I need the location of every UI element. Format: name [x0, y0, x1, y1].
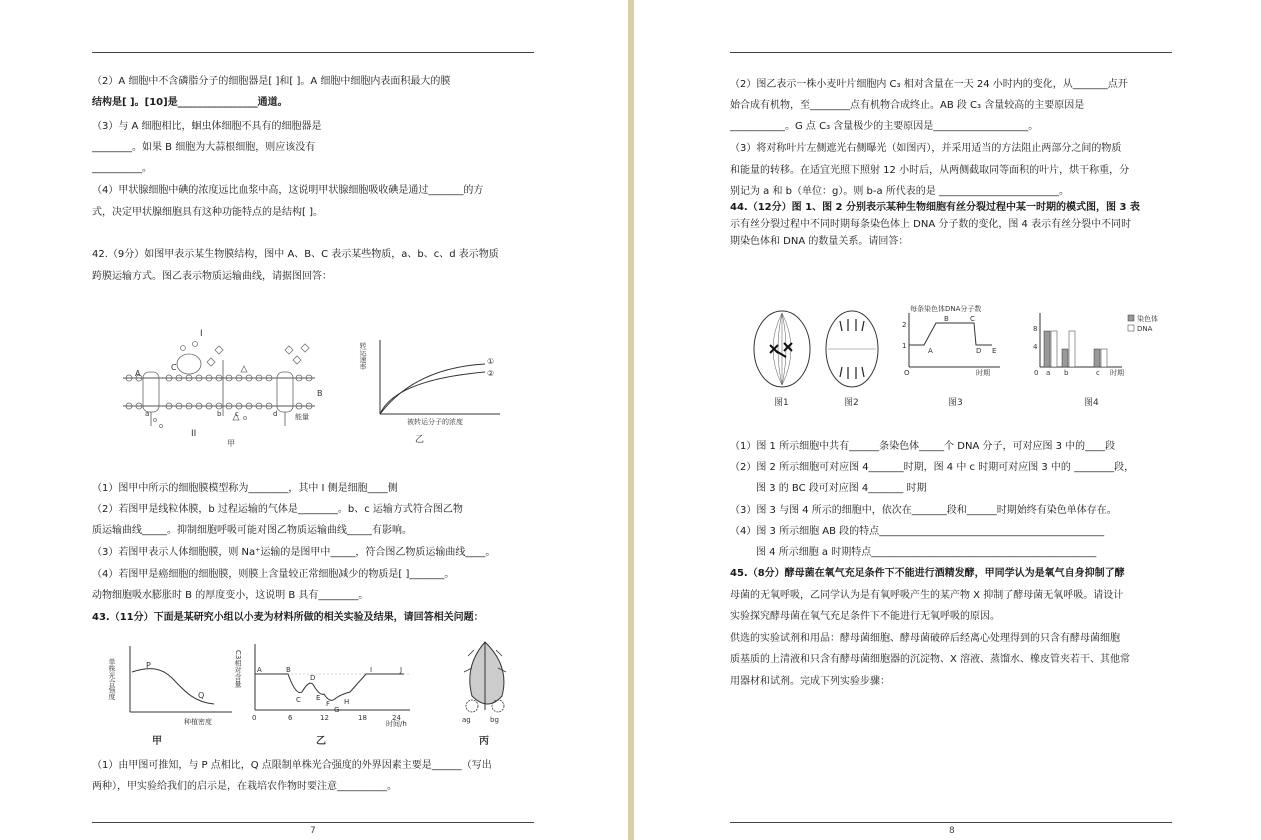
footer-rule — [730, 822, 1172, 823]
curve-2-label: ② — [487, 369, 495, 378]
label-ag: ag — [462, 716, 471, 724]
text-line: （4）图 3 所示细胞 AB 段的特点_____________________________________________ — [730, 526, 1105, 537]
point-c: C — [296, 696, 301, 704]
text-line: （3）图 3 与图 4 所示的细胞中，依次在_______段和______时期始终有染色单体存在。 — [730, 505, 1117, 516]
label-a-upper: A — [135, 369, 141, 378]
text-line: ___________。G 点 C₃ 含量极少的主要原因是___________________。 — [730, 121, 1039, 132]
text-line: （2）A 细胞中不含磷脂分子的细胞器是[ ]和[ ]。A 细胞中细胞内表面积最大的膜 — [92, 76, 451, 87]
right-page — [634, 0, 1261, 840]
fig4-origin: 0 — [1034, 369, 1039, 377]
text-line: 母菌的无氧呼吸，乙同学认为是有氧呼吸产生的某产物 X 抑制了酵母菌无氧呼吸。请设计 — [730, 590, 1124, 601]
point-p: P — [146, 661, 151, 670]
fig1-cell — [754, 311, 810, 408]
text-line: 45.（8分）酵母菌在氧气充足条件下不能进行酒精发酵，甲同学认为是氧气自身抑制了酵 — [730, 568, 1125, 579]
point-j: J — [400, 666, 403, 674]
figure-43 — [110, 636, 530, 750]
text-line: 用器材和试剂。完成下列实验步骤： — [730, 676, 890, 687]
label-b-lower: b — [217, 410, 222, 418]
tick-0: 0 — [252, 714, 257, 722]
fig4-x-label: 时期 — [1110, 369, 1124, 377]
footer-rule — [92, 822, 534, 823]
tick-24: 24 — [392, 714, 401, 722]
yi-x-label: 被转运分子的浓度 — [407, 418, 463, 426]
fig3-chart — [902, 304, 1000, 408]
legend-chrom: 染色体 — [1137, 315, 1158, 323]
legend-chrom-swatch — [1128, 315, 1134, 321]
density-y-label: 单株光合强度 — [108, 658, 116, 700]
text-line: 结构是[ ]。[10]是________________通道。 — [92, 97, 288, 108]
c3-y-label: C3相对含量 — [234, 650, 242, 688]
fig3-label: 图3 — [948, 398, 963, 408]
label-c-upper: C — [171, 363, 177, 372]
page-number: 8 — [949, 826, 955, 836]
text-line: （3）与 A 细胞相比，蛔虫体细胞不具有的细胞器是 — [92, 121, 322, 132]
label-side-i: I — [200, 329, 203, 339]
label-side-ii: II — [191, 429, 197, 439]
label-d-lower: d — [273, 410, 278, 418]
membrane-diagram — [123, 329, 323, 448]
curve-1-label: ① — [487, 357, 495, 366]
text-line: 示有丝分裂过程中不同时期每条染色体上 DNA 分子数的变化，图 4 表示有丝分裂中不同时 — [730, 219, 1132, 230]
left-page — [0, 0, 628, 840]
text-line: （2）若图甲是线粒体膜，b 过程运输的气体是________。b、c 运输方式符合图乙物 — [92, 504, 463, 515]
fig3-point-b: B — [944, 315, 949, 323]
text-line: 别记为 a 和 b（单位：g）。则 b-a 所代表的是 ________________________。 — [730, 186, 1069, 197]
text-line: （3）将对称叶片左侧遮光右侧曝光（如图丙），并采用适当的方法阻止两部分之间的物质 — [730, 143, 1122, 154]
text-line: 始合成有机物，至________点有机物合成终止。AB 段 C₃ 含量较高的主要原因是 — [730, 100, 1085, 111]
tick-12: 12 — [320, 714, 329, 722]
point-a: A — [257, 666, 262, 674]
label-jia: 甲 — [152, 736, 162, 747]
text-line: 式，决定甲状腺细胞具有这种功能特点的是结构[ ]。 — [92, 207, 323, 218]
fig4-bar-dna-c — [1101, 349, 1107, 367]
fig4-bar-chrom-a — [1044, 331, 1050, 367]
density-chart — [108, 646, 233, 747]
fig4-bar-dna-a — [1051, 331, 1057, 367]
label-bg: bg — [490, 716, 499, 724]
text-line: 44.（12分）图 1、图 2 分别表示某种生物细胞有丝分裂过程中某一时期的模式图，图 3 表 — [730, 202, 1140, 213]
text-line: （4）甲状腺细胞中碘的浓度远比血浆中高，这说明甲状腺细胞吸收碘是通过_______的方 — [92, 185, 484, 196]
point-d: D — [310, 674, 316, 682]
text-line: 43.（11分）下面是某研究小组以小麦为材料所做的相关实验及结果，请回答相关问题： — [92, 612, 484, 623]
label-yi: 乙 — [415, 435, 425, 445]
text-line: （3）若图甲表示人体细胞膜，则 Na⁺运输的是图甲中_____，符合图乙物质运输曲线____。 — [92, 547, 496, 558]
text-line: 质运输曲线_____。抑制细胞呼吸可能对图乙物质运输曲线_____有影响。 — [92, 525, 412, 536]
fig3-y-label: 每条染色体DNA分子数 — [910, 305, 982, 313]
fig4-cat-b: b — [1064, 369, 1069, 377]
fig4-bar-chrom-c — [1094, 349, 1100, 367]
text-line: （4）若图甲是癌细胞的细胞膜，则膜上含量较正常细胞减少的物质是[ ]_______。 — [92, 569, 455, 580]
text-line: 图 3 的 BC 段可对应图 4_______ 时期 — [756, 483, 927, 494]
fig3-y1: 1 — [902, 342, 907, 350]
text-line: （2）图乙表示一株小麦叶片细胞内 C₃ 相对含量在一天 24 小时内的变化，从_______点开 — [730, 79, 1128, 90]
text-line: （2）图 2 所示细胞可对应图 4_______时期，图 4 中 c 时期可对应图 3 中的 ________段， — [730, 462, 1135, 473]
fig3-point-e: E — [992, 347, 997, 355]
leaf-diagram — [462, 642, 506, 747]
point-g: G — [334, 706, 340, 714]
label-jia: 甲 — [227, 439, 235, 448]
label-b-upper: B — [317, 389, 323, 398]
legend-dna: DNA — [1137, 325, 1153, 333]
fig4-chart — [1033, 313, 1158, 408]
fig2-cell — [826, 311, 878, 408]
fig3-point-d: D — [976, 347, 982, 355]
point-i: I — [370, 666, 373, 674]
point-q: Q — [198, 691, 205, 700]
fig3-y2: 2 — [902, 321, 907, 329]
density-x-label: 种植密度 — [184, 718, 212, 726]
fig4-label: 图4 — [1084, 398, 1099, 408]
fig4-bar-chrom-b — [1062, 349, 1068, 367]
text-line: 和能量的转移。在适宜光照下照射 12 小时后，从两侧截取同等面积的叶片，烘干称重，分 — [730, 165, 1130, 176]
text-line: 供选的实验试剂和用品：酵母菌细胞、酵母菌破碎后经离心处理得到的只含有酵母菌细胞 — [730, 633, 1120, 644]
label-energy: 能量 — [295, 413, 309, 421]
yi-y-label: 转运速率 — [359, 342, 367, 370]
point-f: F — [326, 700, 331, 708]
figure-44 — [744, 295, 1184, 415]
label-yi: 乙 — [316, 736, 326, 747]
header-rule — [92, 52, 534, 53]
fig3-point-c: C — [970, 315, 975, 323]
fig4-bar-dna-b — [1069, 331, 1075, 367]
label-c-lower: c — [235, 410, 239, 418]
text-line: 实验探究酵母菌在氧气充足条件下不能进行无氧呼吸的原因。 — [730, 611, 1000, 622]
text-line: 跨膜运输方式。图乙表示物质运输曲线，请据图回答： — [92, 271, 332, 282]
header-rule — [730, 52, 1172, 53]
text-line: 图 4 所示细胞 a 时期特点_____________________________________________ — [756, 547, 1097, 558]
fig3-x-label: 时期 — [976, 369, 990, 377]
fig2-label: 图2 — [844, 398, 859, 408]
text-line: 42.（9分）如图甲表示某生物膜结构，图中 A、B、C 表示某些物质，a、b、c、d 表示物质 — [92, 249, 499, 260]
fig4-cat-a: a — [1046, 369, 1051, 377]
label-a-lower: a — [145, 410, 150, 418]
fig4-y4: 4 — [1033, 343, 1038, 351]
text-line: （1）图甲中所示的细胞膜模型称为________，其中 I 侧是细胞____侧 — [92, 483, 398, 494]
figure-42 — [95, 320, 515, 450]
text-line: （1）由甲图可推知，与 P 点相比，Q 点限制单株光合强度的外界因素主要是______（写出 — [92, 760, 492, 771]
text-line: 动物细胞吸水膨胀时 B 的厚度变小，这说明 B 具有________。 — [92, 590, 369, 601]
tick-6: 6 — [288, 714, 293, 722]
text-line: __________。 — [92, 163, 152, 174]
text-line: 期染色体和 DNA 的数量关系。请回答： — [730, 236, 909, 247]
transport-curve-chart — [359, 340, 501, 445]
point-h: H — [344, 698, 350, 706]
page-number: 7 — [310, 826, 316, 836]
text-line: 质基质的上清液和只含有酵母菌细胞器的沉淀物、X 溶液、蒸馏水、橡皮管夹若干、其他常 — [730, 654, 1131, 665]
point-e: E — [316, 694, 321, 702]
label-bing: 丙 — [479, 736, 489, 747]
c3-content-chart — [234, 644, 410, 747]
c3-x-label: 时间/h — [386, 720, 407, 728]
fig4-cat-c: c — [1096, 369, 1100, 377]
text-line: 两种），甲实验给我们的启示是，在栽培农作物时要注意__________。 — [92, 781, 397, 792]
legend-dna-swatch — [1128, 325, 1134, 331]
tick-18: 18 — [358, 714, 367, 722]
text-line: ________。如果 B 细胞为大蒜根细胞，则应该没有 — [92, 142, 316, 153]
fig1-label: 图1 — [774, 398, 789, 408]
fig3-origin: O — [904, 369, 910, 377]
text-line: （1）图 1 所示细胞中共有______条染色体_____个 DNA 分子，可对应图 3 中的____段 — [730, 441, 1116, 452]
fig4-y8: 8 — [1033, 325, 1038, 333]
point-b: B — [286, 666, 291, 674]
fig3-point-a: A — [928, 347, 933, 355]
